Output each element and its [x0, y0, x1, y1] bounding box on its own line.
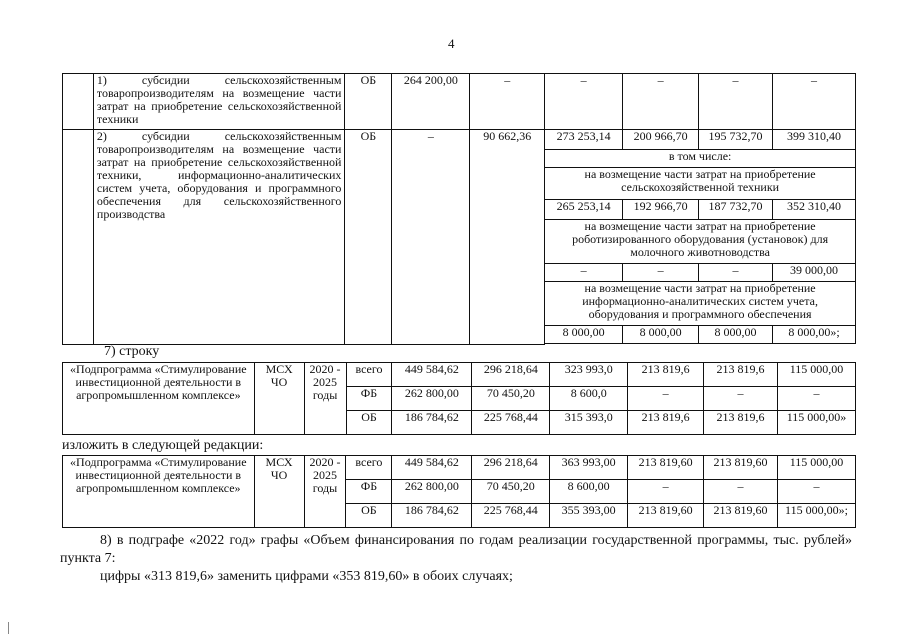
- row1-value: –: [773, 74, 856, 130]
- sub2-value: –: [545, 264, 623, 282]
- value: 315 393,0: [550, 411, 628, 435]
- program-name: «Подпрограмма «Стимулирование инвестиционной деятельности в агропромышленном комплексе»: [63, 363, 255, 435]
- value: 8 600,00: [550, 480, 628, 504]
- value: 213 819,60: [628, 504, 704, 528]
- row2-name: 2) субсидии сельскохозяйственным товаропроизводителям на возмещение части затрат на приобретение сельскохозяйственной техники, информационно-аналитических систем учета, оборудования и программного обеспечения для сельскохозяйственного производства: [93, 130, 345, 345]
- row2-source: ОБ: [345, 130, 392, 345]
- row2-value: 399 310,40: [773, 130, 856, 150]
- value: 449 584,62: [392, 456, 472, 480]
- table-row: [63, 456, 856, 480]
- source: всего: [346, 456, 392, 480]
- row1-value: –: [623, 74, 699, 130]
- value: 213 819,60: [704, 504, 778, 528]
- source: всего: [346, 363, 392, 387]
- executor: МСХ ЧО: [254, 456, 304, 528]
- instruction-row7: 7) строку: [104, 344, 160, 359]
- source: ОБ: [346, 504, 392, 528]
- value: 70 450,20: [472, 480, 550, 504]
- value: 115 000,00»: [777, 411, 855, 435]
- value: 213 819,6: [704, 363, 778, 387]
- including-label: в том числе:: [545, 150, 856, 168]
- sub3-label: на возмещение части затрат на приобретение информационно-аналитических систем учета, оборудования и программного обеспечения: [545, 282, 856, 326]
- source: ОБ: [346, 411, 392, 435]
- row2-value: 200 966,70: [623, 130, 699, 150]
- value: 225 768,44: [472, 411, 550, 435]
- row1-value: –: [470, 74, 545, 130]
- row1-source: ОБ: [345, 74, 392, 130]
- sub1-value: 187 732,70: [699, 200, 773, 220]
- old-row7-table: [62, 362, 856, 435]
- row1-value: 264 200,00: [392, 74, 470, 130]
- value: 262 800,00: [392, 387, 472, 411]
- value: 70 450,20: [472, 387, 550, 411]
- value: –: [704, 387, 778, 411]
- program-name: «Подпрограмма «Стимулирование инвестиционной деятельности в агропромышленном комплексе»: [63, 456, 255, 528]
- page-number: 4: [448, 36, 455, 51]
- value: 225 768,44: [472, 504, 550, 528]
- empty-cell: [63, 74, 94, 130]
- row1-value: –: [545, 74, 623, 130]
- sub3-value: 8 000,00»;: [773, 326, 856, 344]
- value: 8 600,0: [550, 387, 628, 411]
- value: 355 393,00: [550, 504, 628, 528]
- value: 449 584,62: [392, 363, 472, 387]
- row2-value: 90 662,36: [470, 130, 545, 345]
- row1-name: 1) субсидии сельскохозяйственным товаропроизводителям на возмещение части затрат на приобретение сельскохозяйственной техники: [93, 74, 345, 130]
- value: 296 218,64: [472, 456, 550, 480]
- row2-value: 273 253,14: [545, 130, 623, 150]
- sub2-value: –: [699, 264, 773, 282]
- value: 213 819,60: [628, 456, 704, 480]
- value: –: [777, 387, 855, 411]
- value: 115 000,00: [777, 363, 855, 387]
- sub2-value: 39 000,00: [773, 264, 856, 282]
- period: 2020 - 2025 годы: [304, 456, 346, 528]
- row2-value: –: [392, 130, 470, 345]
- value: 262 800,00: [392, 480, 472, 504]
- empty-cell: [63, 130, 94, 345]
- value: 115 000,00: [777, 456, 855, 480]
- sub1-label: на возмещение части затрат на приобретение сельскохозяйственной техники: [545, 168, 856, 200]
- top-table: [62, 73, 856, 345]
- sub1-value: 192 966,70: [623, 200, 699, 220]
- value: 115 000,00»;: [777, 504, 855, 528]
- sub1-value: 352 310,40: [773, 200, 856, 220]
- sub3-value: 8 000,00: [623, 326, 699, 344]
- value: 213 819,60: [704, 456, 778, 480]
- spacer-cell: [545, 344, 856, 345]
- value: 363 993,00: [550, 456, 628, 480]
- value: 213 819,6: [628, 363, 704, 387]
- table-row: [63, 363, 856, 387]
- value: –: [704, 480, 778, 504]
- value: –: [628, 387, 704, 411]
- value: 213 819,6: [628, 411, 704, 435]
- value: –: [777, 480, 855, 504]
- paragraph-8-line2: цифры «313 819,6» заменить цифрами «353 819,60» в обоих случаях;: [100, 569, 513, 584]
- paragraph-8: 8) в подграфе «2022 год» графы «Объем финансирования по годам реализации государственной программы, тыс. рублей» пункта 7:: [60, 533, 852, 566]
- table-row: [63, 130, 856, 150]
- row2-value: 195 732,70: [699, 130, 773, 150]
- instruction-replace: изложить в следующей редакции:: [62, 438, 264, 453]
- scan-mark: [8, 622, 9, 634]
- value: 213 819,6: [704, 411, 778, 435]
- source: ФБ: [346, 387, 392, 411]
- value: 296 218,64: [472, 363, 550, 387]
- sub3-value: 8 000,00: [545, 326, 623, 344]
- value: 186 784,62: [392, 504, 472, 528]
- sub1-value: 265 253,14: [545, 200, 623, 220]
- source: ФБ: [346, 480, 392, 504]
- period: 2020 - 2025 годы: [304, 363, 346, 435]
- value: 323 993,0: [550, 363, 628, 387]
- sub2-value: –: [623, 264, 699, 282]
- table-row: [63, 74, 856, 130]
- row1-value: –: [699, 74, 773, 130]
- value: 186 784,62: [392, 411, 472, 435]
- value: –: [628, 480, 704, 504]
- new-row7-table: [62, 455, 856, 528]
- sub2-label: на возмещение части затрат на приобретение роботизированного оборудования (установок) для молочного животноводства: [545, 220, 856, 264]
- executor: МСХ ЧО: [254, 363, 304, 435]
- sub3-value: 8 000,00: [699, 326, 773, 344]
